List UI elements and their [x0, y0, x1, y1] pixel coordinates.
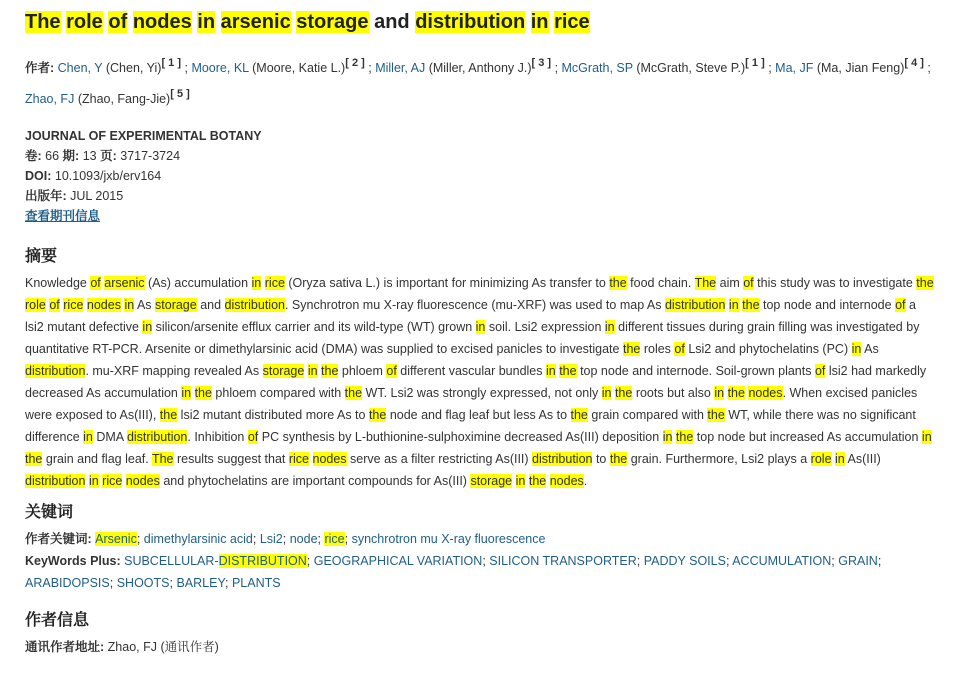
abstract-highlight: nodes [312, 452, 347, 466]
abstract-highlight: the [622, 342, 641, 356]
author-affiliation-ref[interactable]: [ 5 ] [170, 88, 190, 100]
abstract-highlight: in [251, 276, 262, 290]
abstract-text-run: aim [716, 276, 744, 290]
abstract-highlight: the [675, 430, 694, 444]
abstract-highlight: in [142, 320, 153, 334]
abstract-highlight: the [570, 408, 588, 422]
author-separator: ; [551, 61, 562, 75]
authors-line [25, 50, 938, 112]
corresponding-author-label: 通讯作者地址: [25, 640, 105, 654]
volume-value: 66 [45, 149, 60, 163]
abstract-highlight: of [90, 276, 101, 290]
abstract-text-run: roots but also [632, 386, 715, 400]
author-affiliation-ref[interactable]: [ 3 ] [531, 57, 552, 69]
abstract-text-run: roles [640, 342, 675, 356]
abstract-text-run: results suggest that [173, 452, 289, 466]
abstract-text-run: WT, while there was no significant difference [25, 408, 916, 444]
author-link[interactable]: Miller, AJ [375, 61, 426, 75]
abstract-text-run: WT. Lsi2 was strongly expressed, not only [362, 386, 602, 400]
keyword-separator: ; [344, 532, 352, 546]
keyword-highlight: DISTRIBUTION [218, 554, 307, 568]
volume-label: 卷: [25, 149, 42, 163]
abstract-text-run: top node and internode [759, 298, 896, 312]
abstract-highlight: in [88, 474, 99, 488]
keyword-plus-link[interactable] [644, 554, 726, 568]
abstract-text-run: PC synthesis by L-buthionine-sulphoximine decreased As(III) deposition [258, 430, 663, 444]
corresponding-author-row [25, 636, 938, 658]
abstract-text-run: grain. Furthermore, Lsi2 plays a [627, 452, 811, 466]
abstract-highlight: storage [470, 474, 513, 488]
abstract-text-run: lsi2 mutant distributed more As to [177, 408, 369, 422]
keyword-separator: ; [169, 576, 177, 590]
title-text: and [368, 11, 416, 33]
abstract-highlight: storage [155, 298, 197, 312]
abstract-highlight: of [743, 276, 754, 290]
abstract-highlight: of [674, 342, 685, 356]
keywords-heading: 关键词 [25, 504, 74, 521]
keyword-text: SHOOTS [116, 576, 170, 590]
doi-row [25, 166, 938, 186]
abstract-text-run: and [196, 298, 225, 312]
abstract-highlight: in [728, 298, 739, 312]
abstract-text-run: DMA [92, 430, 127, 444]
abstract-highlight: distribution [25, 364, 86, 378]
author-link[interactable]: Ma, JF [775, 61, 814, 75]
author-full-name: (Ma, Jian Feng) [816, 61, 905, 75]
title-highlight: The [25, 11, 61, 33]
keyword-text: GRAIN [838, 554, 878, 568]
doi-label: DOI: [25, 169, 52, 183]
abstract-text [25, 272, 938, 492]
abstract-highlight: The [151, 452, 174, 466]
abstract-text-run: . mu-XRF mapping revealed As [85, 364, 263, 378]
abstract-highlight: the [25, 452, 43, 466]
keyword-text: SUBCELLULAR- [124, 554, 219, 568]
abstract-text-run: . [583, 474, 588, 488]
abstract-highlight: the [742, 298, 760, 312]
keywords-section [25, 502, 938, 594]
title-highlight: storage [296, 11, 369, 33]
abstract-highlight: distribution [532, 452, 593, 466]
author-keyword-link[interactable]: synchrotron mu X-ray fluorescence [351, 532, 546, 546]
title-highlight: of [108, 11, 128, 33]
keyword-separator: ; [636, 554, 644, 568]
abstract-text-run: to [592, 452, 610, 466]
keyword-plus-link[interactable] [176, 576, 225, 590]
abstract-text-run: different tissues during grain filling was investigated by quantitative RT-PCR. Arsenite or dimethylarsinic acid (DMA) was supplied to excised panicles to investigate [25, 320, 920, 356]
abstract-text-run: top node but increased As accumulation [693, 430, 922, 444]
abstract-highlight: rice [264, 276, 285, 290]
abstract-highlight: of [814, 364, 826, 378]
abstract-text-run: (Oryza sativa L.) is important for minimizing As transfer to [284, 276, 610, 290]
abstract-highlight: in [83, 430, 93, 444]
view-journal-link[interactable]: 查看期刊信息 [25, 209, 101, 223]
abstract-highlight: in [515, 474, 526, 488]
author-affiliation-ref[interactable]: [ 4 ] [904, 57, 924, 69]
abstract-highlight: the [368, 408, 387, 422]
keywords-plus-row [25, 550, 938, 594]
abstract-text-run: a lsi2 mutant defective [25, 298, 916, 334]
abstract-highlight: role [810, 452, 832, 466]
title-highlight: in [197, 11, 216, 33]
author-link[interactable]: Moore, KL [191, 61, 249, 75]
keyword-text: ARABIDOPSIS [25, 576, 110, 590]
keyword-text: PADDY SOILS [643, 554, 726, 568]
abstract-highlight: the [916, 276, 934, 290]
abstract-highlight: rice [288, 452, 310, 466]
title-highlight: arsenic [220, 11, 291, 33]
published-label: 出版年: [25, 189, 67, 203]
article-title [25, 8, 938, 36]
keyword-text: ACCUMULATION [732, 554, 832, 568]
abstract-text-run: grain compared with [587, 408, 708, 422]
keyword-separator: ; [317, 532, 325, 546]
authors-label: 作者: [25, 61, 55, 75]
source-info [25, 126, 938, 226]
keyword-separator: ; [306, 554, 314, 568]
keyword-separator: ; [282, 532, 290, 546]
abstract-text-run: As [134, 298, 156, 312]
keyword-plus-link[interactable] [117, 576, 170, 590]
keyword-plus-link[interactable] [838, 554, 878, 568]
abstract-highlight: the [559, 364, 577, 378]
abstract-text-run: and phytochelatins are important compounds for As(III) [159, 474, 471, 488]
author-link[interactable]: Zhao, FJ [25, 92, 75, 106]
abstract-text-run: grain and flag leaf. [42, 452, 152, 466]
abstract-highlight: in [835, 452, 845, 466]
title-text [127, 11, 133, 33]
abstract-highlight: the [609, 452, 628, 466]
abstract-text-run: Lsi2 and phytochelatins (PC) [684, 342, 852, 356]
abstract-highlight: in [921, 430, 932, 444]
title-text [215, 11, 221, 33]
abstract-text-run: silicon/arsenite efflux carrier and its wild-type (WT) grown [152, 320, 476, 334]
abstract-text-run: As [861, 342, 879, 356]
author-keyword-link[interactable]: rice [324, 532, 345, 546]
author-full-name: (Chen, Yi) [105, 61, 162, 75]
abstract-highlight: nodes [748, 386, 783, 400]
abstract-section [25, 246, 938, 492]
keyword-separator: ; [136, 532, 144, 546]
issue-label: 期: [62, 149, 80, 163]
title-highlight: in [530, 11, 549, 33]
author-link[interactable]: Chen, Y [57, 61, 103, 75]
abstract-text-run: phloem compared with [211, 386, 345, 400]
author-full-name: (McGrath, Steve P.) [636, 61, 746, 75]
abstract-highlight: distribution [664, 298, 726, 312]
keyword-separator: ; [224, 576, 232, 590]
keyword-plus-link[interactable] [232, 576, 281, 590]
abstract-highlight: the [609, 276, 627, 290]
keyword-separator: ; [252, 532, 260, 546]
abstract-text-run: this study was to investigate [753, 276, 917, 290]
keyword-plus-link[interactable] [314, 554, 483, 568]
pages-label: 页: [100, 149, 117, 163]
keyword-plus-link[interactable] [732, 554, 831, 568]
author-keyword-link[interactable]: node [289, 532, 318, 546]
author-separator: ; [364, 61, 376, 75]
abstract-highlight: the [727, 386, 745, 400]
author-affiliation-ref[interactable]: [ 1 ] [161, 57, 182, 69]
keyword-text: BARLEY [176, 576, 225, 590]
abstract-text-run: top node and internode. Soil-grown plants [576, 364, 815, 378]
abstract-highlight: in [662, 430, 673, 444]
abstract-highlight: the [614, 386, 633, 400]
abstract-text-run: lsi2 had markedly decreased As accumulation [25, 364, 927, 400]
abstract-highlight: distribution [126, 430, 188, 444]
abstract-text-run: . When excised panicles were exposed to As(III), [25, 386, 918, 422]
keyword-separator: ; [831, 554, 839, 568]
author-separator: ; [181, 61, 192, 75]
keyword-plus-link[interactable] [489, 554, 637, 568]
abstract-highlight: in [851, 342, 862, 356]
abstract-highlight: the [344, 386, 363, 400]
abstract-text-run: soil. Lsi2 expression [485, 320, 605, 334]
author-keyword-link[interactable]: Lsi2 [259, 532, 283, 546]
abstract-text-run: food chain. [626, 276, 695, 290]
abstract-highlight: The [694, 276, 717, 290]
journal-name: JOURNAL OF EXPERIMENTAL BOTANY [25, 129, 262, 143]
title-highlight: rice [554, 11, 590, 33]
abstract-highlight: the [528, 474, 547, 488]
keyword-separator: ; [725, 554, 733, 568]
abstract-highlight: role [25, 298, 46, 312]
abstract-highlight: the [707, 408, 725, 422]
abstract-highlight: distribution [224, 298, 285, 312]
abstract-text-run: node and flag leaf but less As to [386, 408, 571, 422]
author-full-name: (Miller, Anthony J.) [428, 61, 532, 75]
keyword-text: SILICON TRANSPORTER [489, 554, 637, 568]
keyword-separator: ; [877, 554, 882, 568]
author-keyword-link[interactable]: Arsenic [95, 532, 137, 546]
abstract-highlight: the [321, 364, 339, 378]
keyword-text: PLANTS [231, 576, 281, 590]
keyword-plus-link[interactable] [124, 554, 307, 568]
abstract-highlight: rice [102, 474, 123, 488]
published-row [25, 186, 938, 206]
corresponding-author-value: Zhao, FJ (通讯作者) [107, 640, 219, 654]
title-highlight: role [66, 11, 103, 33]
author-info-heading: 作者信息 [25, 612, 90, 629]
keyword-text: GEOGRAPHICAL VARIATION [313, 554, 483, 568]
abstract-highlight: in [545, 364, 556, 378]
abstract-highlight: arsenic [104, 276, 145, 290]
abstract-highlight: in [604, 320, 615, 334]
author-full-name: (Moore, Katie L.) [252, 61, 346, 75]
abstract-text-run: serve as a filter restricting As(III) [346, 452, 533, 466]
abstract-highlight: in [601, 386, 612, 400]
abstract-highlight: nodes [125, 474, 160, 488]
title-highlight: distribution [415, 11, 526, 33]
abstract-text-run: . Inhibition [187, 430, 248, 444]
abstract-highlight: the [194, 386, 212, 400]
keywords-plus-label: KeyWords Plus: [25, 554, 121, 568]
abstract-text-run: different vascular bundles [396, 364, 546, 378]
title-text [525, 11, 531, 33]
abstract-text-run [309, 452, 312, 466]
abstract-text-run: (As) accumulation [144, 276, 252, 290]
issue-value: 13 [82, 149, 97, 163]
author-link[interactable]: McGrath, SP [561, 61, 633, 75]
author-keywords-row [25, 528, 938, 550]
author-affiliation-ref[interactable]: [ 1 ] [745, 57, 765, 69]
volume-issue-pages [25, 146, 938, 166]
abstract-highlight: of [247, 430, 259, 444]
abstract-heading: 摘要 [25, 248, 58, 265]
abstract-highlight: storage [262, 364, 305, 378]
abstract-text-run: Knowledge [25, 276, 91, 290]
doi-value: 10.1093/jxb/erv164 [54, 169, 162, 183]
abstract-highlight: in [714, 386, 725, 400]
abstract-highlight: the [159, 408, 178, 422]
abstract-highlight: nodes [549, 474, 584, 488]
abstract-highlight: distribution [25, 474, 86, 488]
abstract-highlight: in [181, 386, 192, 400]
abstract-text-run: As(III) [844, 452, 881, 466]
published-value: JUL 2015 [70, 189, 124, 203]
author-affiliation-ref[interactable]: [ 2 ] [345, 57, 365, 69]
pages-value: 3717-3724 [120, 149, 181, 163]
author-separator: ; [923, 61, 931, 75]
author-separator: ; [764, 61, 776, 75]
keyword-separator: ; [482, 554, 490, 568]
abstract-text-run: phloem [338, 364, 387, 378]
abstract-highlight: in [475, 320, 486, 334]
abstract-highlight: of [895, 298, 906, 312]
author-full-name: (Zhao, Fang-Jie) [77, 92, 171, 106]
author-keywords-label: 作者关键词: [25, 532, 92, 546]
title-highlight: nodes [132, 11, 192, 33]
abstract-text-run: . Synchrotron mu X-ray fluorescence (mu-XRF) was used to map As [284, 298, 665, 312]
abstract-highlight: in [124, 298, 135, 312]
abstract-highlight: of [49, 298, 60, 312]
abstract-highlight: of [386, 364, 397, 378]
keyword-plus-link[interactable] [25, 576, 110, 590]
abstract-highlight: in [307, 364, 318, 378]
abstract-highlight: rice [63, 298, 84, 312]
keyword-separator: ; [109, 576, 117, 590]
author-info-section [25, 610, 938, 658]
author-keyword-link[interactable]: dimethylarsinic acid [143, 532, 253, 546]
abstract-highlight: nodes [86, 298, 121, 312]
